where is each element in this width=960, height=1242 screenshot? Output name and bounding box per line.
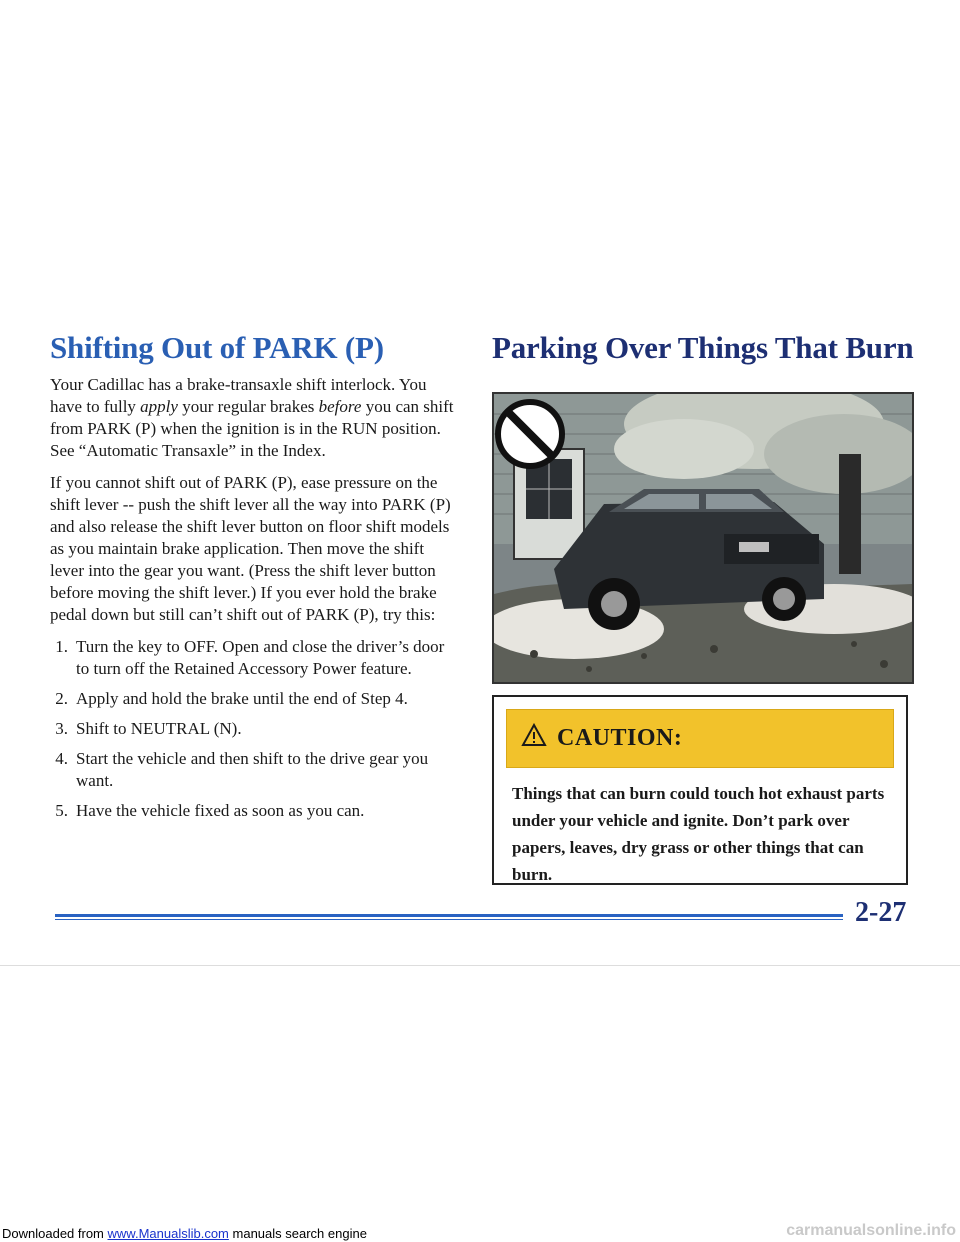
step-text: Shift to NEUTRAL (N).: [76, 719, 242, 738]
caution-label: CAUTION:: [557, 725, 683, 751]
list-item: [50, 748, 460, 792]
warning-triangle-icon: [521, 723, 547, 754]
text-span: Your Cadillac has a brake-transaxle shift interlock. You have to fully: [50, 375, 427, 416]
footer-rule-thin: [55, 919, 843, 920]
scan-edge-line: [0, 965, 960, 966]
photo-drawing: [494, 394, 912, 682]
page-number: 2-27: [855, 897, 907, 928]
steps-list: [50, 636, 460, 822]
source-footer: [2, 1226, 367, 1241]
emphasis-apply: apply: [140, 397, 178, 416]
step-number: 1.: [55, 637, 68, 656]
step-text: Start the vehicle and then shift to the drive gear you want.: [76, 749, 429, 790]
emphasis-before: before: [318, 397, 362, 416]
paragraph-cannot-shift: If you cannot shift out of PARK (P), ease pressure on the shift lever -- push the shift lever all the way into PARK (P) and also release the shift lever button on floor shift models as you maintain brake application. Then move the shift lever into the gear you want. (Press the shift lever button before moving the shift lever.) If you ever hold the brake pedal down but still can’t shift out of PARK (P), try this:: [50, 473, 451, 624]
paragraph-interlock: [50, 374, 460, 462]
caution-text: Things that can burn could touch hot exhaust parts under your vehicle and ignite. Don’t park over papers, leaves, dry grass or other things that can burn.: [512, 784, 885, 884]
manualslib-link[interactable]: www.Manualslib.com: [107, 1226, 229, 1241]
text-span: you can shift from PARK (P) when the ignition is in the RUN position. See “Automatic Transaxle” in the Index.: [50, 397, 454, 460]
caution-banner: [506, 709, 894, 768]
step-number: 5.: [55, 801, 68, 820]
list-item: [50, 800, 460, 822]
step-text: Have the vehicle fixed as soon as you can.: [76, 801, 365, 820]
right-column: [492, 330, 912, 374]
list-item: [50, 636, 460, 680]
section-heading-parking: Parking Over Things That Burn: [492, 330, 914, 365]
section-heading-shifting: Shifting Out of PARK (P): [50, 330, 384, 365]
step-number: 4.: [55, 749, 68, 768]
car-parked-on-leaves-illustration: [492, 392, 914, 684]
footer-rule: [55, 914, 843, 917]
list-item: [50, 688, 460, 710]
step-number: 3.: [55, 719, 68, 738]
caution-box: [492, 695, 908, 885]
step-number: 2.: [55, 689, 68, 708]
source-suffix: manuals search engine: [232, 1226, 367, 1241]
step-text: Apply and hold the brake until the end of Step 4.: [76, 689, 408, 708]
step-text: Turn the key to OFF. Open and close the driver’s door to turn off the Retained Accessory Power feature.: [76, 637, 445, 678]
left-column: [50, 330, 460, 830]
watermark: carmanualsonline.info: [786, 1222, 956, 1239]
source-prefix: Downloaded from: [2, 1226, 104, 1241]
list-item: [50, 718, 460, 740]
text-span: your regular brakes: [177, 397, 319, 416]
